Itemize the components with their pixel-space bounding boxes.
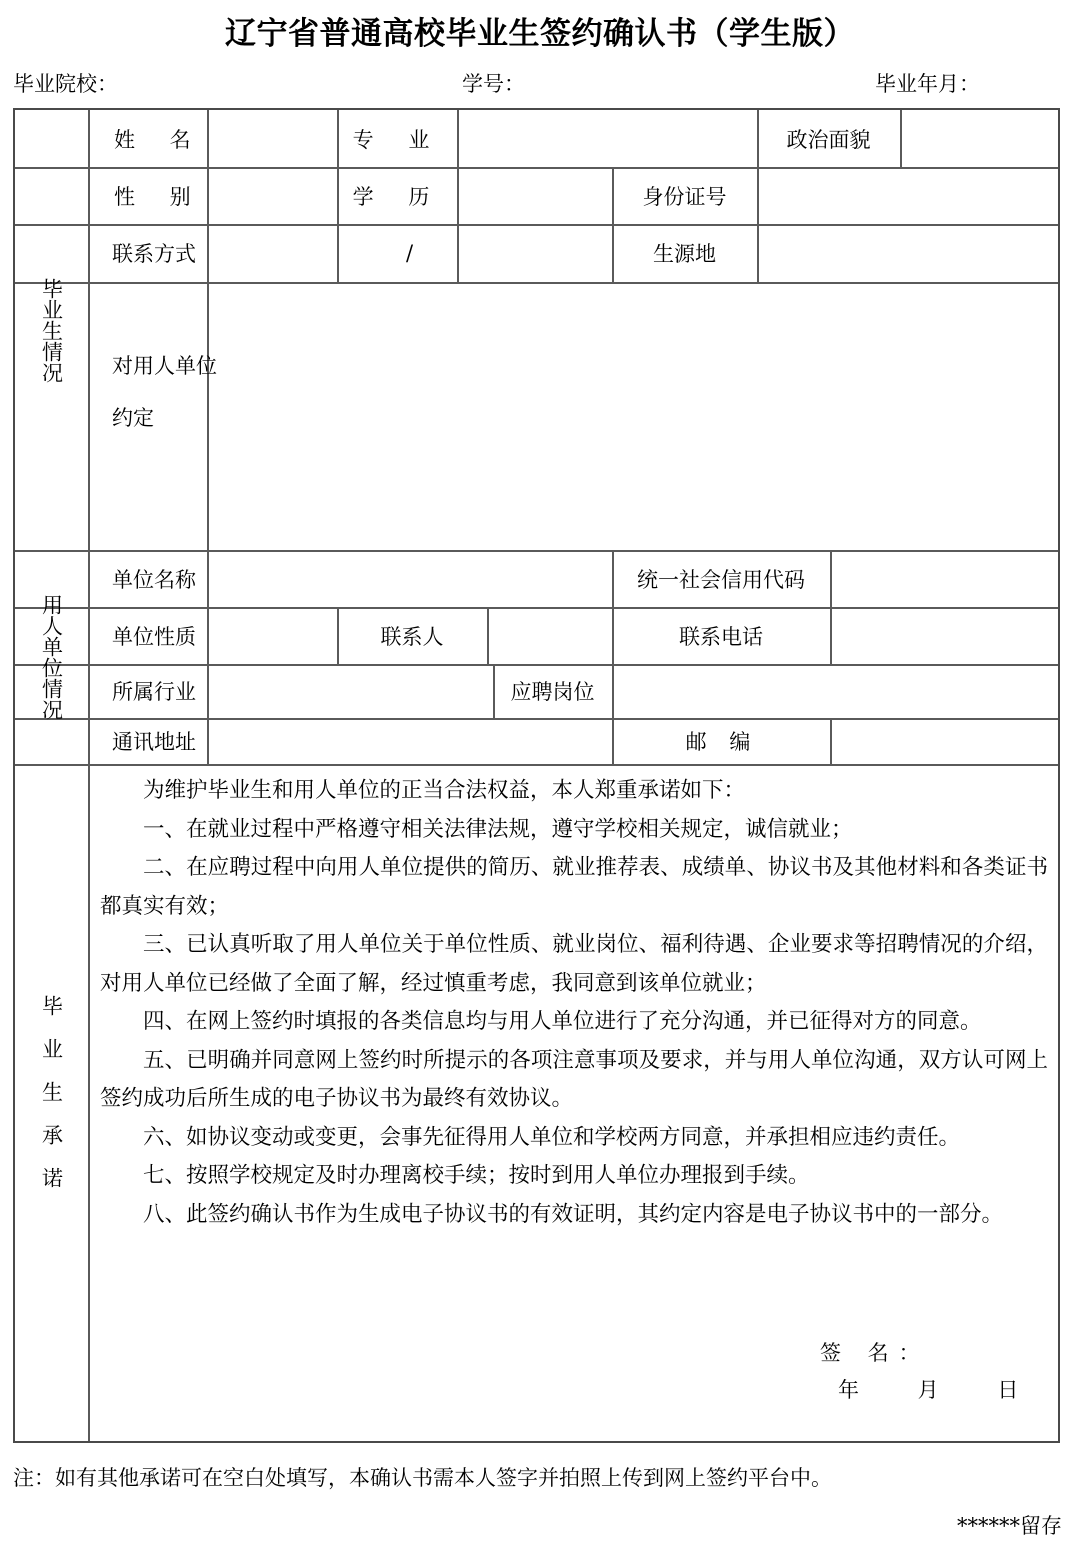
commitment-item-1: 一、在就业过程中严格遵守相关法律法规，遵守学校相关规定，诚信就业； bbox=[143, 816, 853, 842]
contact-phone-label: 联系电话 bbox=[679, 624, 763, 649]
contact-value[interactable]: / bbox=[405, 241, 414, 265]
page-title: 辽宁省普通高校毕业生签约确认书（学生版） bbox=[225, 16, 855, 52]
rule-employer-section-bottom bbox=[15, 764, 1058, 766]
signature-block bbox=[820, 1335, 1044, 1409]
section-label-graduate-commitment: 毕业生承诺 bbox=[39, 995, 64, 1210]
contact-person-value[interactable] bbox=[487, 607, 612, 664]
gender-value[interactable] bbox=[207, 167, 337, 224]
commitment-item-7: 七、按照学校规定及时办理离校手续；按时到用人单位办理报到手续。 bbox=[143, 1163, 810, 1188]
origin-place-value[interactable] bbox=[757, 224, 1058, 282]
signature-date-label[interactable]: 年 月 日 bbox=[838, 1378, 1045, 1402]
id-number-value[interactable] bbox=[757, 167, 1058, 224]
unit-name-value[interactable] bbox=[207, 550, 612, 607]
major-value[interactable] bbox=[457, 110, 757, 167]
contact-phone-value[interactable] bbox=[830, 607, 1058, 664]
unit-type-label bbox=[88, 607, 207, 664]
name-label-text: 姓 名 bbox=[114, 127, 205, 152]
unit-name-label bbox=[88, 550, 207, 607]
education-label bbox=[337, 167, 457, 224]
graduation-school-label: 毕业院校： bbox=[13, 72, 118, 96]
credit-code-value[interactable] bbox=[830, 550, 1058, 607]
commitment-text-block bbox=[100, 772, 1048, 1234]
origin-place-label: 生源地 bbox=[653, 242, 716, 266]
contact-label-text: 联系方式 bbox=[112, 242, 196, 266]
position-label: 应聘岗位 bbox=[510, 680, 595, 704]
education-value[interactable] bbox=[457, 167, 612, 224]
postcode-value[interactable] bbox=[830, 718, 1058, 764]
unit-type-label-text: 单位性质 bbox=[112, 624, 196, 649]
footer-keep-mark: ******留存 bbox=[957, 1514, 1062, 1538]
major-label bbox=[337, 110, 457, 167]
postcode-label-text: 邮 编 bbox=[685, 730, 759, 754]
section-label-employer-info: 用人单位情况 bbox=[39, 594, 64, 720]
id-number-label: 身份证号 bbox=[642, 184, 727, 209]
education-label-text: 学 历 bbox=[352, 184, 444, 209]
gender-label bbox=[88, 167, 207, 224]
unit-type-value[interactable] bbox=[207, 607, 337, 664]
political-status-value[interactable] bbox=[900, 110, 1058, 167]
name-value[interactable] bbox=[207, 110, 337, 167]
contact-label bbox=[88, 224, 207, 282]
name-label bbox=[88, 110, 207, 167]
political-status-label: 政治面貌 bbox=[786, 127, 871, 152]
postcode-label bbox=[612, 718, 830, 764]
industry-label-text: 所属行业 bbox=[112, 680, 196, 704]
contact-person-label: 联系人 bbox=[380, 624, 444, 649]
commitment-item-5: 五、已明确并同意网上签约时所提示的各项注意事项及要求，并与用人单位沟通，双方认可网上签约成功后所生成的电子协议书为最终有效协议。 bbox=[100, 1047, 1048, 1111]
commitment-item-3: 三、已认真听取了用人单位关于单位性质、就业岗位、福利待遇、企业要求等招聘情况的介绍，对用人单位已经做了全面了解，经过慎重考虑，我同意到该单位就业； bbox=[100, 932, 1048, 996]
signature-label[interactable]: 签 名： bbox=[820, 1341, 930, 1365]
address-label-text: 通讯地址 bbox=[112, 730, 196, 754]
credit-code-label: 统一社会信用代码 bbox=[637, 567, 805, 592]
commitment-item-6: 六、如协议变动或变更，会事先征得用人单位和学校两方同意，并承担相应违约责任。 bbox=[143, 1124, 961, 1150]
employer-agreement-value[interactable] bbox=[207, 282, 1058, 550]
industry-value[interactable] bbox=[207, 664, 493, 718]
address-label bbox=[88, 718, 207, 764]
footer-note: 注：如有其他承诺可在空白处填写，本确认书需本人签字并拍照上传到网上签约平台中。 bbox=[13, 1466, 832, 1490]
rule-side-label-divider bbox=[88, 110, 90, 1441]
commitment-item-2: 二、在应聘过程中向用人单位提供的简历、就业推荐表、成绩单、协议书及其他材料和各类证书都真实有效； bbox=[100, 855, 1048, 919]
commitment-item-4: 四、在网上签约时填报的各类信息均与用人单位进行了充分沟通，并已征得对方的同意。 bbox=[143, 1009, 982, 1034]
employer-agreement-label: 对用人单位约定 bbox=[112, 354, 217, 430]
position-value[interactable] bbox=[612, 664, 1058, 718]
gender-label-text: 性 别 bbox=[114, 184, 205, 209]
major-label-text: 专 业 bbox=[352, 127, 444, 152]
unit-name-label-text: 单位名称 bbox=[112, 567, 196, 592]
address-value[interactable] bbox=[207, 718, 612, 764]
commitment-item-8: 八、此签约确认书作为生成电子协议书的有效证明，其约定内容是电子协议书中的一部分。 bbox=[143, 1201, 1004, 1227]
industry-label bbox=[88, 664, 207, 718]
student-number-label: 学号： bbox=[462, 72, 525, 96]
section-label-graduate-info: 毕业生情况 bbox=[39, 277, 64, 383]
graduation-year-month-label: 毕业年月： bbox=[875, 72, 980, 96]
commitment-intro: 为维护毕业生和用人单位的正当合法权益，本人郑重承诺如下： bbox=[143, 778, 746, 803]
